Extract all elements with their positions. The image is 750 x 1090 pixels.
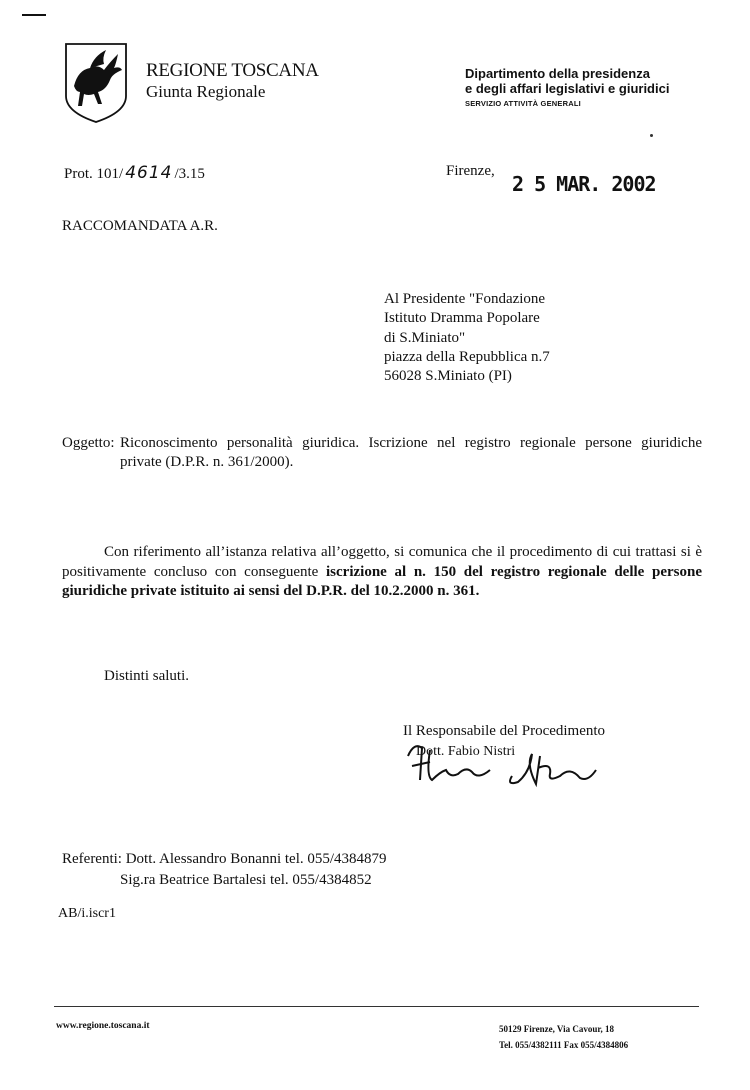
protocol-prefix: Prot. 101/ bbox=[64, 166, 124, 182]
subject-block bbox=[62, 434, 702, 472]
handwritten-signature bbox=[400, 736, 600, 792]
department-line-1: Dipartimento della presidenza bbox=[465, 66, 650, 81]
closing-salutation: Distinti saluti. bbox=[104, 668, 190, 684]
body-bold-text: iscrizione al n. 150 del registro regionale delle persone giuridiche private istituito ai sensi del D.P.R. del 10.2.2000 n. 361. bbox=[62, 563, 702, 599]
footer-divider bbox=[54, 1006, 699, 1007]
footer-phones: Tel. 055/4382111 Fax 055/4384806 bbox=[499, 1040, 629, 1050]
recipient-address bbox=[384, 290, 550, 386]
recipient-line: Al Presidente "Fondazione bbox=[384, 291, 546, 307]
footer-address: 50129 Firenze, Via Cavour, 18 bbox=[499, 1024, 614, 1034]
reference-code: AB/i.iscr1 bbox=[58, 906, 116, 921]
registered-mail-notice: RACCOMANDATA A.R. bbox=[62, 218, 218, 234]
protocol-suffix: /3.15 bbox=[174, 166, 205, 182]
letter-body bbox=[62, 543, 702, 602]
organization-name: REGIONE TOSCANA bbox=[146, 60, 319, 81]
body-text: Con riferimento all’istanza relativa all’oggetto, si comunica che il procedimento di cui trattasi si è positivamente concluso con conseguente bbox=[62, 544, 702, 580]
subject-text: Riconoscimento personalità giuridica. Iscrizione nel registro regionale persone giuridiche private (D.P.R. n. 361/2000). bbox=[120, 435, 702, 470]
footer-website: www.regione.toscana.it bbox=[56, 1021, 150, 1031]
signatory-name: Dott. Fabio Nistri bbox=[416, 744, 516, 759]
scan-mark bbox=[22, 14, 46, 16]
referents-line-1: Referenti: Dott. Alessandro Bonanni tel. 055/4384879 bbox=[62, 851, 387, 867]
scan-speck bbox=[650, 134, 653, 137]
protocol-number bbox=[64, 163, 205, 183]
referents-line-2: Sig.ra Beatrice Bartalesi tel. 055/4384852 bbox=[120, 872, 372, 888]
letter-place: Firenze, bbox=[446, 163, 495, 179]
recipient-line: Istituto Dramma Popolare bbox=[384, 310, 540, 327]
date-stamp: 2 5 MAR. 2002 bbox=[512, 172, 656, 196]
recipient-line: di S.Miniato" bbox=[384, 329, 466, 346]
recipient-line: 56028 S.Miniato (PI) bbox=[384, 368, 512, 385]
signatory-role: Il Responsabile del Procedimento bbox=[403, 723, 606, 739]
protocol-handwritten-number: 4614 bbox=[125, 163, 173, 183]
recipient-line: piazza della Repubblica n.7 bbox=[384, 348, 550, 365]
subject-label: Oggetto: bbox=[62, 435, 115, 451]
department-heading bbox=[465, 66, 669, 111]
department-service: SERVIZIO ATTIVITÀ GENERALI bbox=[465, 99, 581, 108]
department-line-2: e degli affari legislativi e giuridici bbox=[465, 81, 670, 96]
organization-subtitle: Giunta Regionale bbox=[146, 82, 266, 101]
regione-toscana-pegasus-logo bbox=[60, 40, 132, 126]
